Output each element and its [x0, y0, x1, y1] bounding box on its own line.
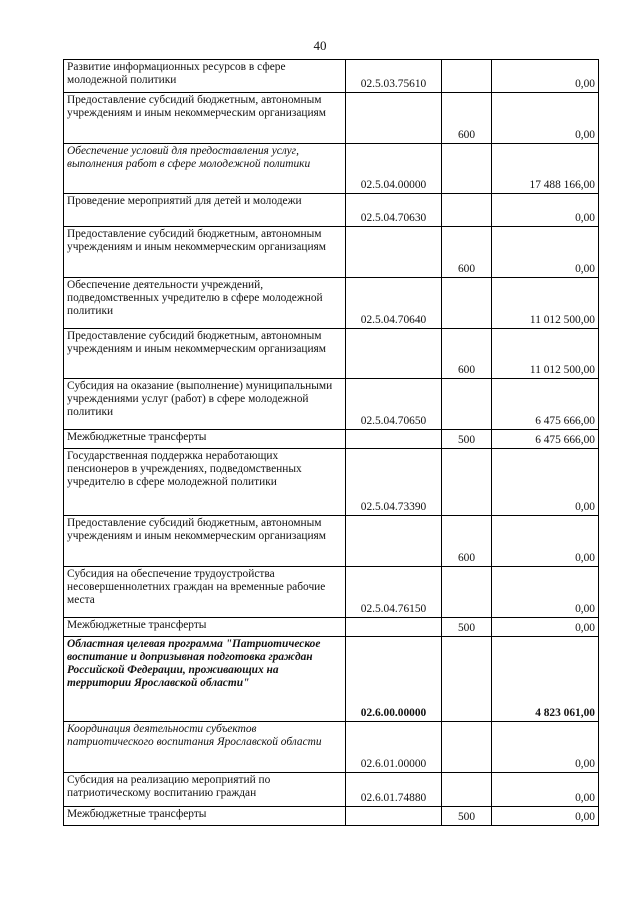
row-code-cell: 02.6.00.00000 [346, 637, 442, 722]
row-amount-cell: 17 488 166,00 [492, 144, 599, 194]
row-code-cell [346, 618, 442, 637]
row-expense-type-cell: 600 [442, 516, 492, 567]
row-code-cell: 02.5.04.73390 [346, 449, 442, 516]
row-name-cell: Обеспечение деятельности учреждений, подведомственных учредителю в сфере молодежной политики [64, 278, 346, 329]
row-amount-cell: 11 012 500,00 [492, 278, 599, 329]
row-amount-cell: 0,00 [492, 194, 599, 227]
row-expense-type-cell [442, 637, 492, 722]
row-name-cell: Субсидия на оказание (выполнение) муниципальными учреждениями услуг (работ) в сфере молодежной политики [64, 379, 346, 430]
table-row [64, 430, 599, 449]
row-name-cell: Областная целевая программа "Патриотическое воспитание и допризывная подготовка граждан Российской Федерации, проживающих на территории Ярославской области" [64, 637, 346, 722]
row-amount-cell: 0,00 [492, 227, 599, 278]
row-code-cell: 02.6.01.74880 [346, 773, 442, 807]
table-row [64, 379, 599, 430]
row-expense-type-cell [442, 449, 492, 516]
row-amount-cell: 0,00 [492, 807, 599, 826]
row-code-cell [346, 329, 442, 379]
row-expense-type-cell [442, 278, 492, 329]
row-amount-cell: 0,00 [492, 60, 599, 93]
row-code-cell [346, 807, 442, 826]
row-name-cell: Межбюджетные трансферты [64, 807, 346, 826]
row-amount-cell: 0,00 [492, 449, 599, 516]
page-number: 40 [313, 38, 327, 53]
row-name-cell: Межбюджетные трансферты [64, 430, 346, 449]
row-name-cell: Предоставление субсидий бюджетным, автономным учреждениям и иным некоммерческим организациям [64, 227, 346, 278]
table-row [64, 227, 599, 278]
row-amount-cell: 11 012 500,00 [492, 329, 599, 379]
row-amount-cell: 0,00 [492, 93, 599, 144]
row-expense-type-cell [442, 194, 492, 227]
row-amount-cell: 0,00 [492, 618, 599, 637]
row-name-cell: Развитие информационных ресурсов в сфере молодежной политики [64, 60, 346, 93]
row-code-cell: 02.5.04.70640 [346, 278, 442, 329]
row-amount-cell: 0,00 [492, 773, 599, 807]
row-amount-cell: 0,00 [492, 567, 599, 618]
row-name-cell: Субсидия на реализацию мероприятий по патриотическому воспитанию граждан [64, 773, 346, 807]
budget-table-body [64, 60, 599, 826]
row-amount-cell: 4 823 061,00 [492, 637, 599, 722]
row-expense-type-cell: 600 [442, 329, 492, 379]
row-code-cell: 02.6.01.00000 [346, 722, 442, 773]
table-row [64, 278, 599, 329]
row-code-cell: 02.5.04.76150 [346, 567, 442, 618]
row-code-cell [346, 430, 442, 449]
row-code-cell [346, 516, 442, 567]
row-name-cell: Предоставление субсидий бюджетным, автономным учреждениям и иным некоммерческим организациям [64, 516, 346, 567]
row-name-cell: Координация деятельности субъектов патриотического воспитания Ярославской области [64, 722, 346, 773]
row-amount-cell: 6 475 666,00 [492, 430, 599, 449]
table-row [64, 329, 599, 379]
table-row [64, 144, 599, 194]
row-code-cell: 02.5.04.70630 [346, 194, 442, 227]
row-code-cell: 02.5.04.70650 [346, 379, 442, 430]
row-name-cell: Предоставление субсидий бюджетным, автономным учреждениям и иным некоммерческим организациям [64, 329, 346, 379]
table-row [64, 722, 599, 773]
row-expense-type-cell: 500 [442, 618, 492, 637]
row-name-cell: Проведение мероприятий для детей и молодежи [64, 194, 346, 227]
row-expense-type-cell: 600 [442, 93, 492, 144]
row-amount-cell: 6 475 666,00 [492, 379, 599, 430]
row-code-cell [346, 93, 442, 144]
table-row [64, 567, 599, 618]
row-name-cell: Обеспечение условий для предоставления услуг, выполнения работ в сфере молодежной политики [64, 144, 346, 194]
row-expense-type-cell: 500 [442, 807, 492, 826]
table-row [64, 93, 599, 144]
table-row [64, 516, 599, 567]
row-expense-type-cell [442, 144, 492, 194]
row-amount-cell: 0,00 [492, 722, 599, 773]
table-row [64, 807, 599, 826]
row-code-cell: 02.5.04.00000 [346, 144, 442, 194]
table-row [64, 618, 599, 637]
table-row [64, 773, 599, 807]
row-name-cell: Государственная поддержка неработающих пенсионеров в учреждениях, подведомственных учредителю в сфере молодежной политики [64, 449, 346, 516]
budget-table [63, 59, 599, 826]
row-expense-type-cell [442, 773, 492, 807]
row-expense-type-cell: 500 [442, 430, 492, 449]
table-row [64, 449, 599, 516]
row-code-cell [346, 227, 442, 278]
row-expense-type-cell [442, 379, 492, 430]
row-expense-type-cell [442, 567, 492, 618]
row-amount-cell: 0,00 [492, 516, 599, 567]
row-name-cell: Субсидия на обеспечение трудоустройства несовершеннолетних граждан на временные рабочие места [64, 567, 346, 618]
table-row [64, 194, 599, 227]
row-expense-type-cell [442, 722, 492, 773]
row-name-cell: Предоставление субсидий бюджетным, автономным учреждениям и иным некоммерческим организациям [64, 93, 346, 144]
row-expense-type-cell: 600 [442, 227, 492, 278]
table-row [64, 637, 599, 722]
table-row [64, 60, 599, 93]
row-code-cell: 02.5.03.75610 [346, 60, 442, 93]
row-name-cell: Межбюджетные трансферты [64, 618, 346, 637]
row-expense-type-cell [442, 60, 492, 93]
